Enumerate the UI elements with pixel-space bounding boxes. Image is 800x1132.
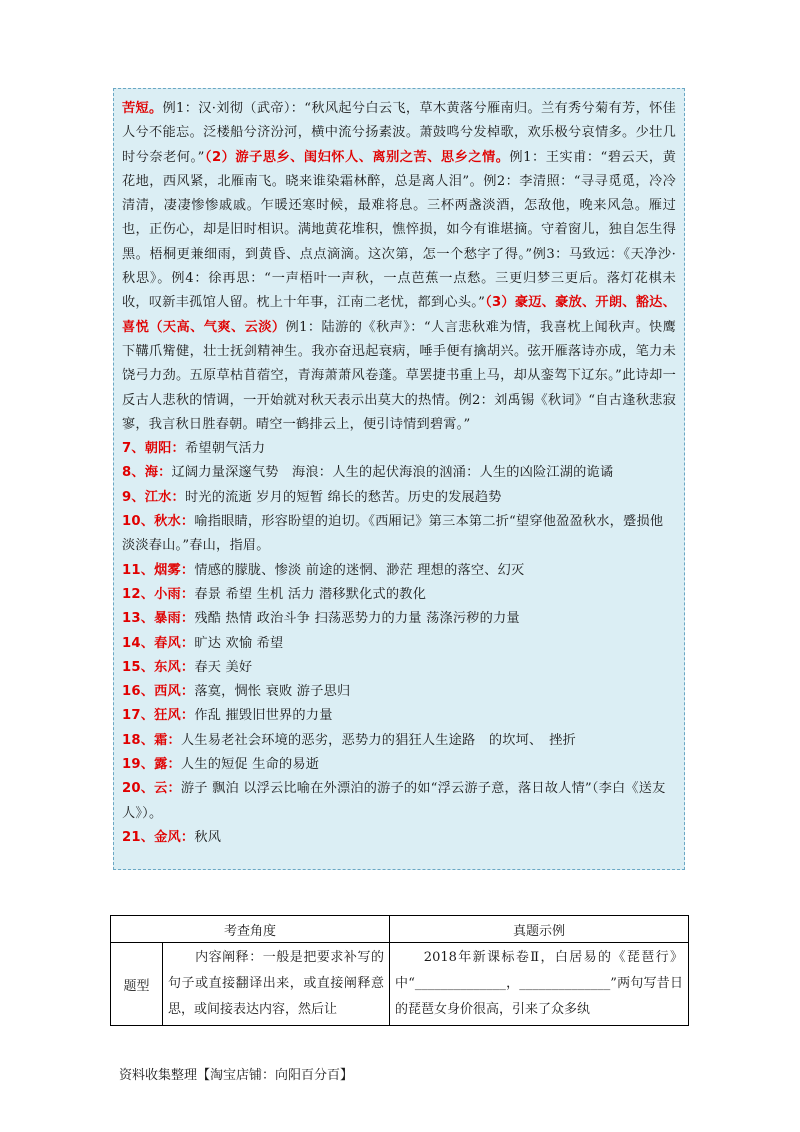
list-item (122, 559, 676, 583)
imagery-label: 15、东风： (122, 659, 195, 675)
imagery-label: 12、小雨： (122, 586, 195, 602)
imagery-meaning: 作乱 摧毁旧世界的力量 (194, 708, 333, 724)
example-text: 例1：陆游的《秋声》：“人言悲秋难为情，我喜枕上闻秋声。快鹰下鞲爪觜健，壮士抚剑精神生。我亦奋迅起衰病，唾手便有擒胡兴。弦开雁落诗亦成，笔力未饶弓力劲。五原草枯苜蓿空，青海萧萧风卷蓬。草罢捷书重上马，却从銮驾下辽东。”此诗却一反古人悲秋的情调，一开始就对秋天表示出莫大的热情。例2：刘禹锡《秋词》“自古逢秋悲寂寥，我言秋日胜春朝。晴空一鹤排云上，便引诗情到碧霄。” (122, 319, 676, 432)
content-explanation-cell: 内容阐释：一般是把要求补写的句子或直接翻译出来，或直接阐释意思，或间接表达内容，然后让 (168, 950, 385, 1017)
list-item (122, 826, 676, 850)
imagery-meaning: 人生的短促 生命的易逝 (180, 757, 320, 773)
list-item (122, 680, 676, 704)
example-text: 例1：汉·刘彻（武帝）：“秋风起兮白云飞，草木黄落兮雁南归。兰有秀兮菊有芳，怀佳人兮不能忘。泛楼船兮济汾河，横中流兮扬素波。萧鼓鸣兮发棹歌，欢乐极兮哀情多。少壮几时兮奈老何。” (122, 101, 676, 165)
imagery-label: 10、秋水： (122, 514, 195, 530)
list-item (122, 632, 676, 656)
table-row (111, 943, 689, 1026)
imagery-meaning: 秋风 (194, 829, 222, 845)
imagery-label: 18、霜： (122, 732, 181, 748)
list-item (122, 510, 676, 559)
list-item (122, 607, 676, 631)
list-item (122, 583, 676, 607)
imagery-label: 11、烟雾： (122, 562, 195, 578)
list-item (122, 461, 676, 485)
list-item (122, 704, 676, 728)
imagery-label: 13、暴雨： (122, 611, 195, 627)
emphasis-heading: （3）豪迈、豪放、开朗、豁达、喜悦（天高、气爽、云淡） (122, 295, 676, 335)
imagery-meaning: 辽阔力量深邃气势 海浪：人生的起伏海浪的汹涌：人生的凶险江湖的诡谲 (171, 465, 614, 481)
header-angle: 考查角度 (111, 916, 390, 943)
imagery-meaning: 游子 飘泊 以浮云比喻在外漂泊的游子的如“浮云游子意，落日故人情”（李白《送友人》）。 (122, 781, 666, 821)
imagery-notes-box (113, 88, 685, 870)
footer-note: 资料收集整理【淘宝店铺：向阳百分百】 (119, 1068, 354, 1083)
example-text: 例1：王实甫：“碧云天，黄花地，西风紧，北雁南飞。晓来谁染霜林醉，总是离人泪”。例2：李清照：“寻寻觅觅，冷冷清清，凄凄惨惨戚戚。乍暖还寒时候，最难将息。三杯两盏淡酒，怎敌他，晚来风急。雁过也，正伤心，却是旧时相识。满地黄花堆积，憔悴损，如今有谁堪摘。守着窗儿，独自怎生得黑。梧桐更兼细雨，到黄昏、点点滴滴。这次第，怎一个愁字了得。”例3：马致远：《天净沙·秋思》。例4：徐再思：“一声梧叶一声秋，一点芭蕉一点愁。三更归梦三更后。落灯花棋未收，叹新丰孤馆人留。枕上十年事，江南二老忧，都到心头。” (122, 149, 676, 311)
imagery-meaning: 旷达 欢愉 希望 (194, 635, 284, 651)
imagery-label: 20、云： (122, 781, 181, 797)
imagery-label: 16、西风： (122, 684, 195, 700)
imagery-label: 8、海： (122, 465, 172, 481)
imagery-meaning: 喻指眼睛，形容盼望的迫切。《西厢记》第三本第二折“望穿他盈盈秋水，蹙损他淡淡春山。”春山，指眉。 (122, 514, 664, 554)
list-item (122, 486, 676, 510)
question-type-table (110, 915, 689, 1026)
imagery-meaning: 人生易老社会环境的恶劣，恶势力的猖狂人生途路 的坎坷、 挫折 (180, 732, 576, 748)
imagery-meaning: 落寞，惆怅 衰败 游子思归 (194, 684, 351, 700)
imagery-label: 21、金风： (122, 829, 195, 845)
header-example: 真题示例 (390, 916, 689, 943)
imagery-label: 14、春风： (122, 635, 195, 651)
imagery-label: 9、江水： (122, 489, 185, 505)
list-item (122, 777, 676, 826)
imagery-meaning: 春天 美好 (194, 659, 253, 675)
imagery-meaning: 春景 希望 生机 活力 潜移默化式的教化 (194, 586, 427, 602)
imagery-label: 19、露： (122, 757, 181, 773)
list-item (122, 437, 676, 461)
emphasis-heading: 苦短。 (122, 101, 163, 116)
imagery-label: 17、狂风： (122, 708, 195, 724)
list-item (122, 753, 676, 777)
imagery-meaning: 残酷 热情 政治斗争 扫荡恶势力的力量 荡涤污秽的力量 (194, 611, 520, 627)
imagery-meaning: 情感的朦胧、惨淡 前途的迷惘、渺茫 理想的落空、幻灭 (194, 562, 525, 578)
imagery-meaning: 时光的流逝 岁月的短暂 绵长的愁苦。历史的发展趋势 (184, 489, 502, 505)
list-item (122, 729, 676, 753)
list-item (122, 656, 676, 680)
imagery-label: 7、朝阳： (122, 441, 185, 457)
emphasis-heading: （2）游子思乡、闺妇怀人、离别之苦、思乡之情。 (204, 149, 510, 165)
imagery-list (122, 437, 676, 850)
imagery-meaning: 希望朝气活力 (184, 441, 266, 457)
table-header-row (111, 916, 689, 943)
row-label-type: 题型 (111, 943, 163, 1026)
autumn-paragraph (122, 97, 676, 437)
example-cell: 2018年新课标卷Ⅱ，白居易的《琵琶行》中“______________，______________”两句写昔日的琵琶女身价很高，引来了众多纨 (395, 950, 684, 1017)
